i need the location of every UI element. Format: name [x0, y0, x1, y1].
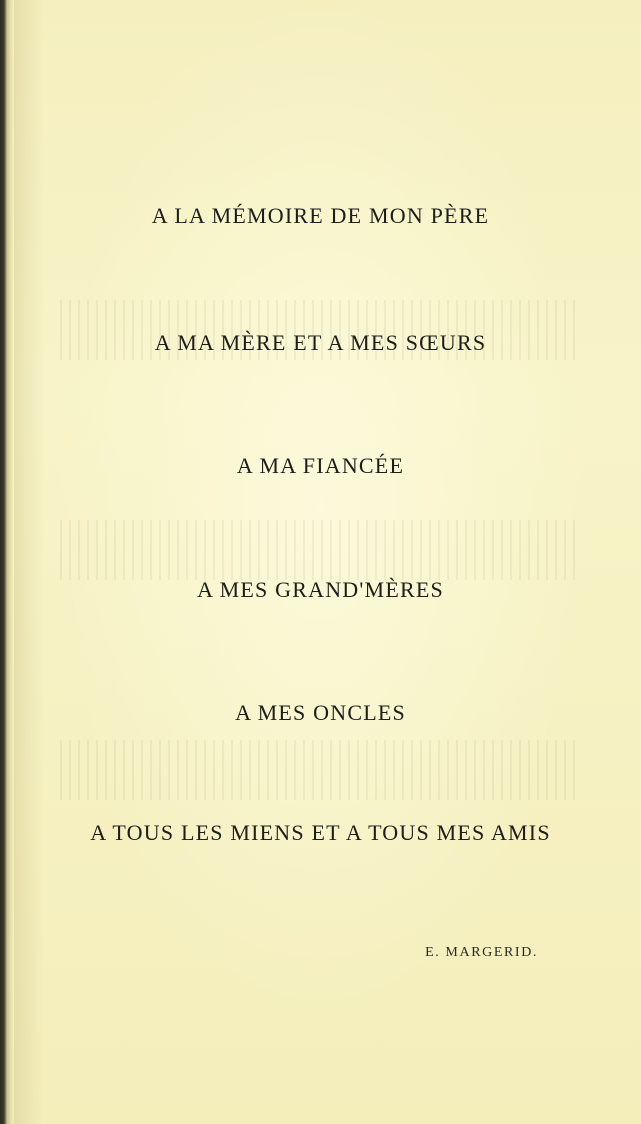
book-binding-edge	[0, 0, 14, 1124]
show-through-texture	[60, 740, 580, 800]
author-signature: E. MARGERID.	[425, 945, 538, 960]
dedication-uncles: A MES ONCLES	[235, 700, 406, 725]
dedication-fiancee: A MA FIANCÉE	[236, 453, 405, 478]
dedication-mother-sisters: A MA MÈRE ET A MES SŒURS	[154, 330, 487, 355]
gutter-shadow	[14, 0, 44, 1124]
dedication-father: A LA MÉMOIRE DE MON PÈRE	[151, 203, 490, 228]
dedication-family-friends: A TOUS LES MIENS ET A TOUS MES AMIS	[90, 820, 551, 845]
show-through-texture	[60, 520, 580, 580]
dedication-grandmothers: A MES GRAND'MÈRES	[197, 577, 444, 602]
